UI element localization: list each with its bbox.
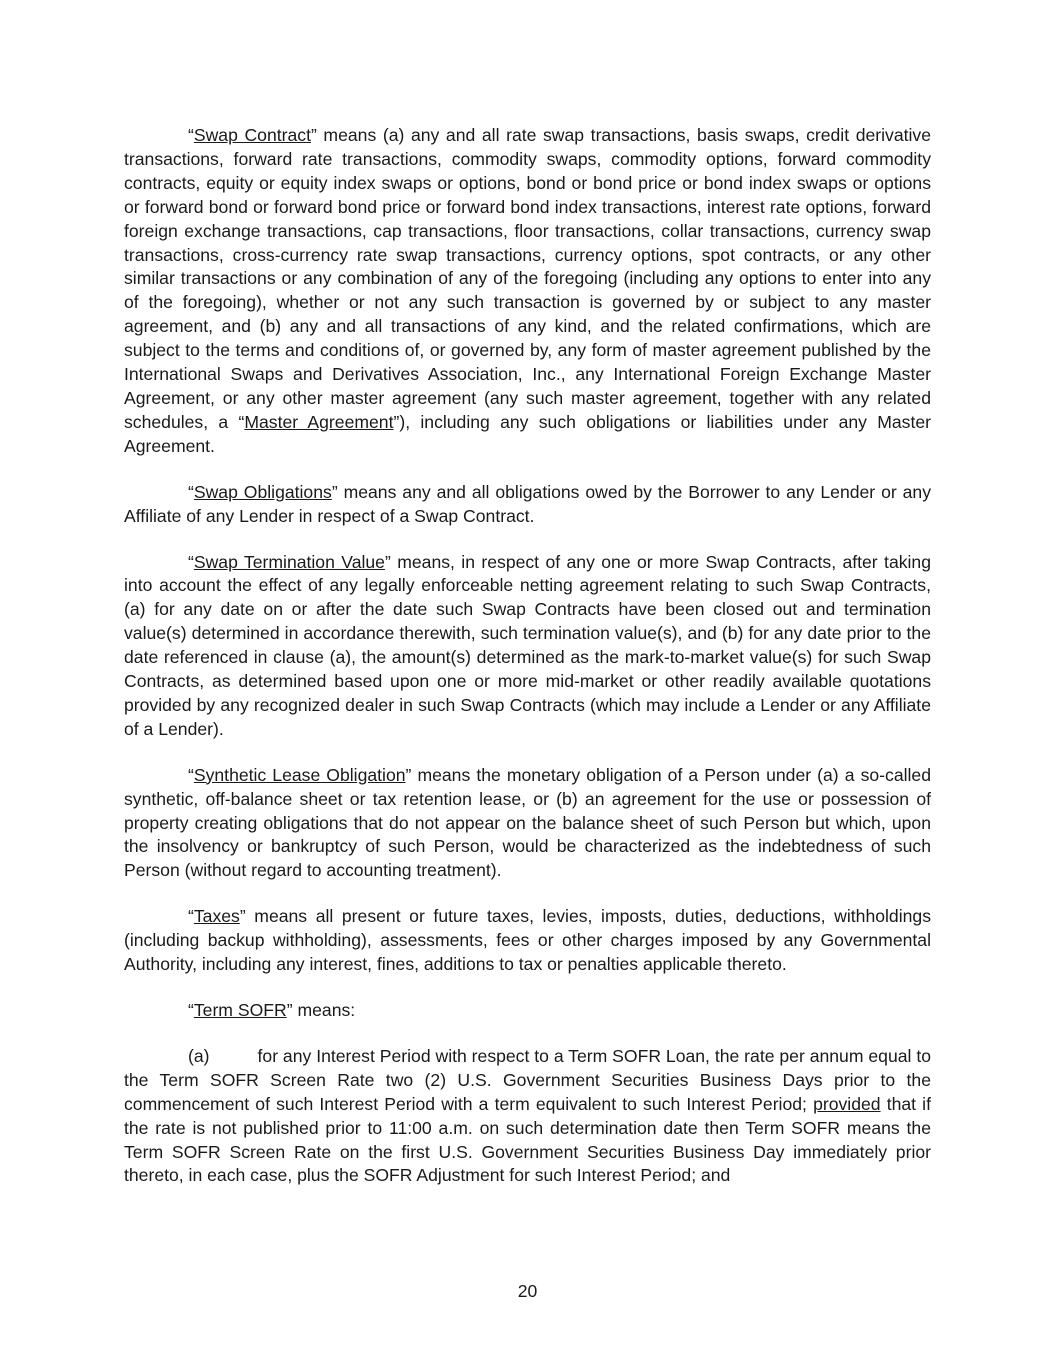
clause-label: (a) xyxy=(188,1045,210,1066)
open-quote: “ xyxy=(188,906,194,927)
inner-open-quote: “ xyxy=(238,411,245,432)
defined-term: Swap Obligations xyxy=(193,481,332,502)
close-quote: ” xyxy=(286,1000,293,1020)
open-quote: “ xyxy=(188,481,194,502)
defined-term: Synthetic Lease Obligation xyxy=(193,764,406,785)
page-number: 20 xyxy=(517,1281,538,1301)
clause-text: for any Interest Period with respect to a Term SOFR Loan, the rate per annum equal to the Term SOFR Screen Rate two (2) U.S. Government Securities Business Days prior to the commencement of such Interest Period with a term equivalent to such Interest Period; xyxy=(124,1045,931,1114)
definition-synthetic-lease-obligation xyxy=(124,764,931,884)
definition-swap-obligations xyxy=(124,481,931,529)
definition-text-cont: ), including any such obligations or liabilities under any Master Agreement. xyxy=(124,411,932,456)
open-quote: “ xyxy=(188,1000,194,1020)
open-quote: “ xyxy=(188,551,194,572)
close-quote: ” xyxy=(384,551,391,572)
definition-text: means, in respect of any one or more Swap Contracts, after taking into account the effect of any legally enforceable netting agreement relating to such Swap Contracts, (a) for any date on or after the date such Swap Contracts have been closed out and termination value(s) determined in accordance therewith, such termination value(s), and (b) for any date prior to the date referenced in clause (a), the amount(s) determined as the mark-to-market value(s) for such Swap Contracts, as determined based upon one or more mid-market or other readily available quotations provided by any recognized dealer in such Swap Contracts (which may include a Lender or any Affiliate of a Lender). xyxy=(124,551,932,739)
close-quote: ” xyxy=(331,481,338,502)
document-body xyxy=(124,124,931,1210)
open-quote: “ xyxy=(188,125,194,145)
definition-text: means: xyxy=(292,1000,356,1020)
close-quote: ” xyxy=(239,906,246,927)
definition-text: means all present or future taxes, levies, imposts, duties, deductions, withholdings (including backup withholding), assessments, fees or other charges imposed by any Governmental Authority, including any interest, fines, additions to tax or penalties applicable thereto. xyxy=(124,906,931,975)
inner-defined-term: Master Agreement xyxy=(244,411,394,432)
definition-swap-termination-value xyxy=(124,551,931,742)
definition-text: means the monetary obligation of a Person under (a) a so-called synthetic, off-balance sheet or tax retention lease, or (b) an agreement for the use or possession of property creating obligations that do not appear on the balance sheet of such Person but which, upon the insolvency or bankruptcy of such Person, would be characterized as the indebtedness of such Person (without regard to accounting treatment). xyxy=(124,764,931,881)
defined-term: Taxes xyxy=(193,906,240,927)
definition-term-sofr xyxy=(124,999,931,1023)
open-quote: “ xyxy=(188,764,194,785)
defined-term: Term SOFR xyxy=(193,1000,287,1020)
defined-term: Swap Termination Value xyxy=(193,551,385,572)
close-quote: ” xyxy=(405,764,412,785)
term-sofr-clause-a xyxy=(124,1045,931,1188)
definition-taxes xyxy=(124,905,931,977)
definition-text: means any and all obligations owed by the Borrower to any Lender or any Affiliate of any Lender in respect of a Swap Contract. xyxy=(124,481,931,526)
definition-swap-contract xyxy=(124,124,931,459)
defined-term: Swap Contract xyxy=(193,125,311,145)
close-quote: ” xyxy=(310,125,317,145)
inner-close-quote: ” xyxy=(393,411,400,432)
definition-text: means (a) any and all rate swap transactions, basis swaps, credit derivative transactions, forward rate transactions, commodity swaps, commodity options, forward commodity contracts, equity or equity index swaps or options, bond or bond price or bond index swaps or options or forward bond or forward bond price or forward bond index transactions, interest rate options, forward foreign exchange transactions, cap transactions, floor transactions, collar transactions, currency swap transactions, cross-currency rate swap transactions, currency options, spot contracts, or any other similar transactions or any combination of any of the foregoing (including any options to enter into any of the foregoing), whether or not any such transaction is governed by or subject to any master agreement, and (b) any and all transactions of any kind, and the related confirmations, which are subject to the terms and conditions of, or governed by, any form of master agreement published by the International Swaps and Derivatives Association, Inc., any International Foreign Exchange Master Agreement, or any other master agreement (any such master agreement, together with any related schedules, a xyxy=(124,125,931,432)
provided-term: provided xyxy=(813,1093,881,1114)
clause-text-cont: that if the rate is not published prior to 11:00 a.m. on such determination date then Term SOFR means the Term SOFR Screen Rate on the first U.S. Government Securities Business Day immediately prior thereto, in each case, plus the SOFR Adjustment for such Interest Period; and xyxy=(124,1093,931,1186)
